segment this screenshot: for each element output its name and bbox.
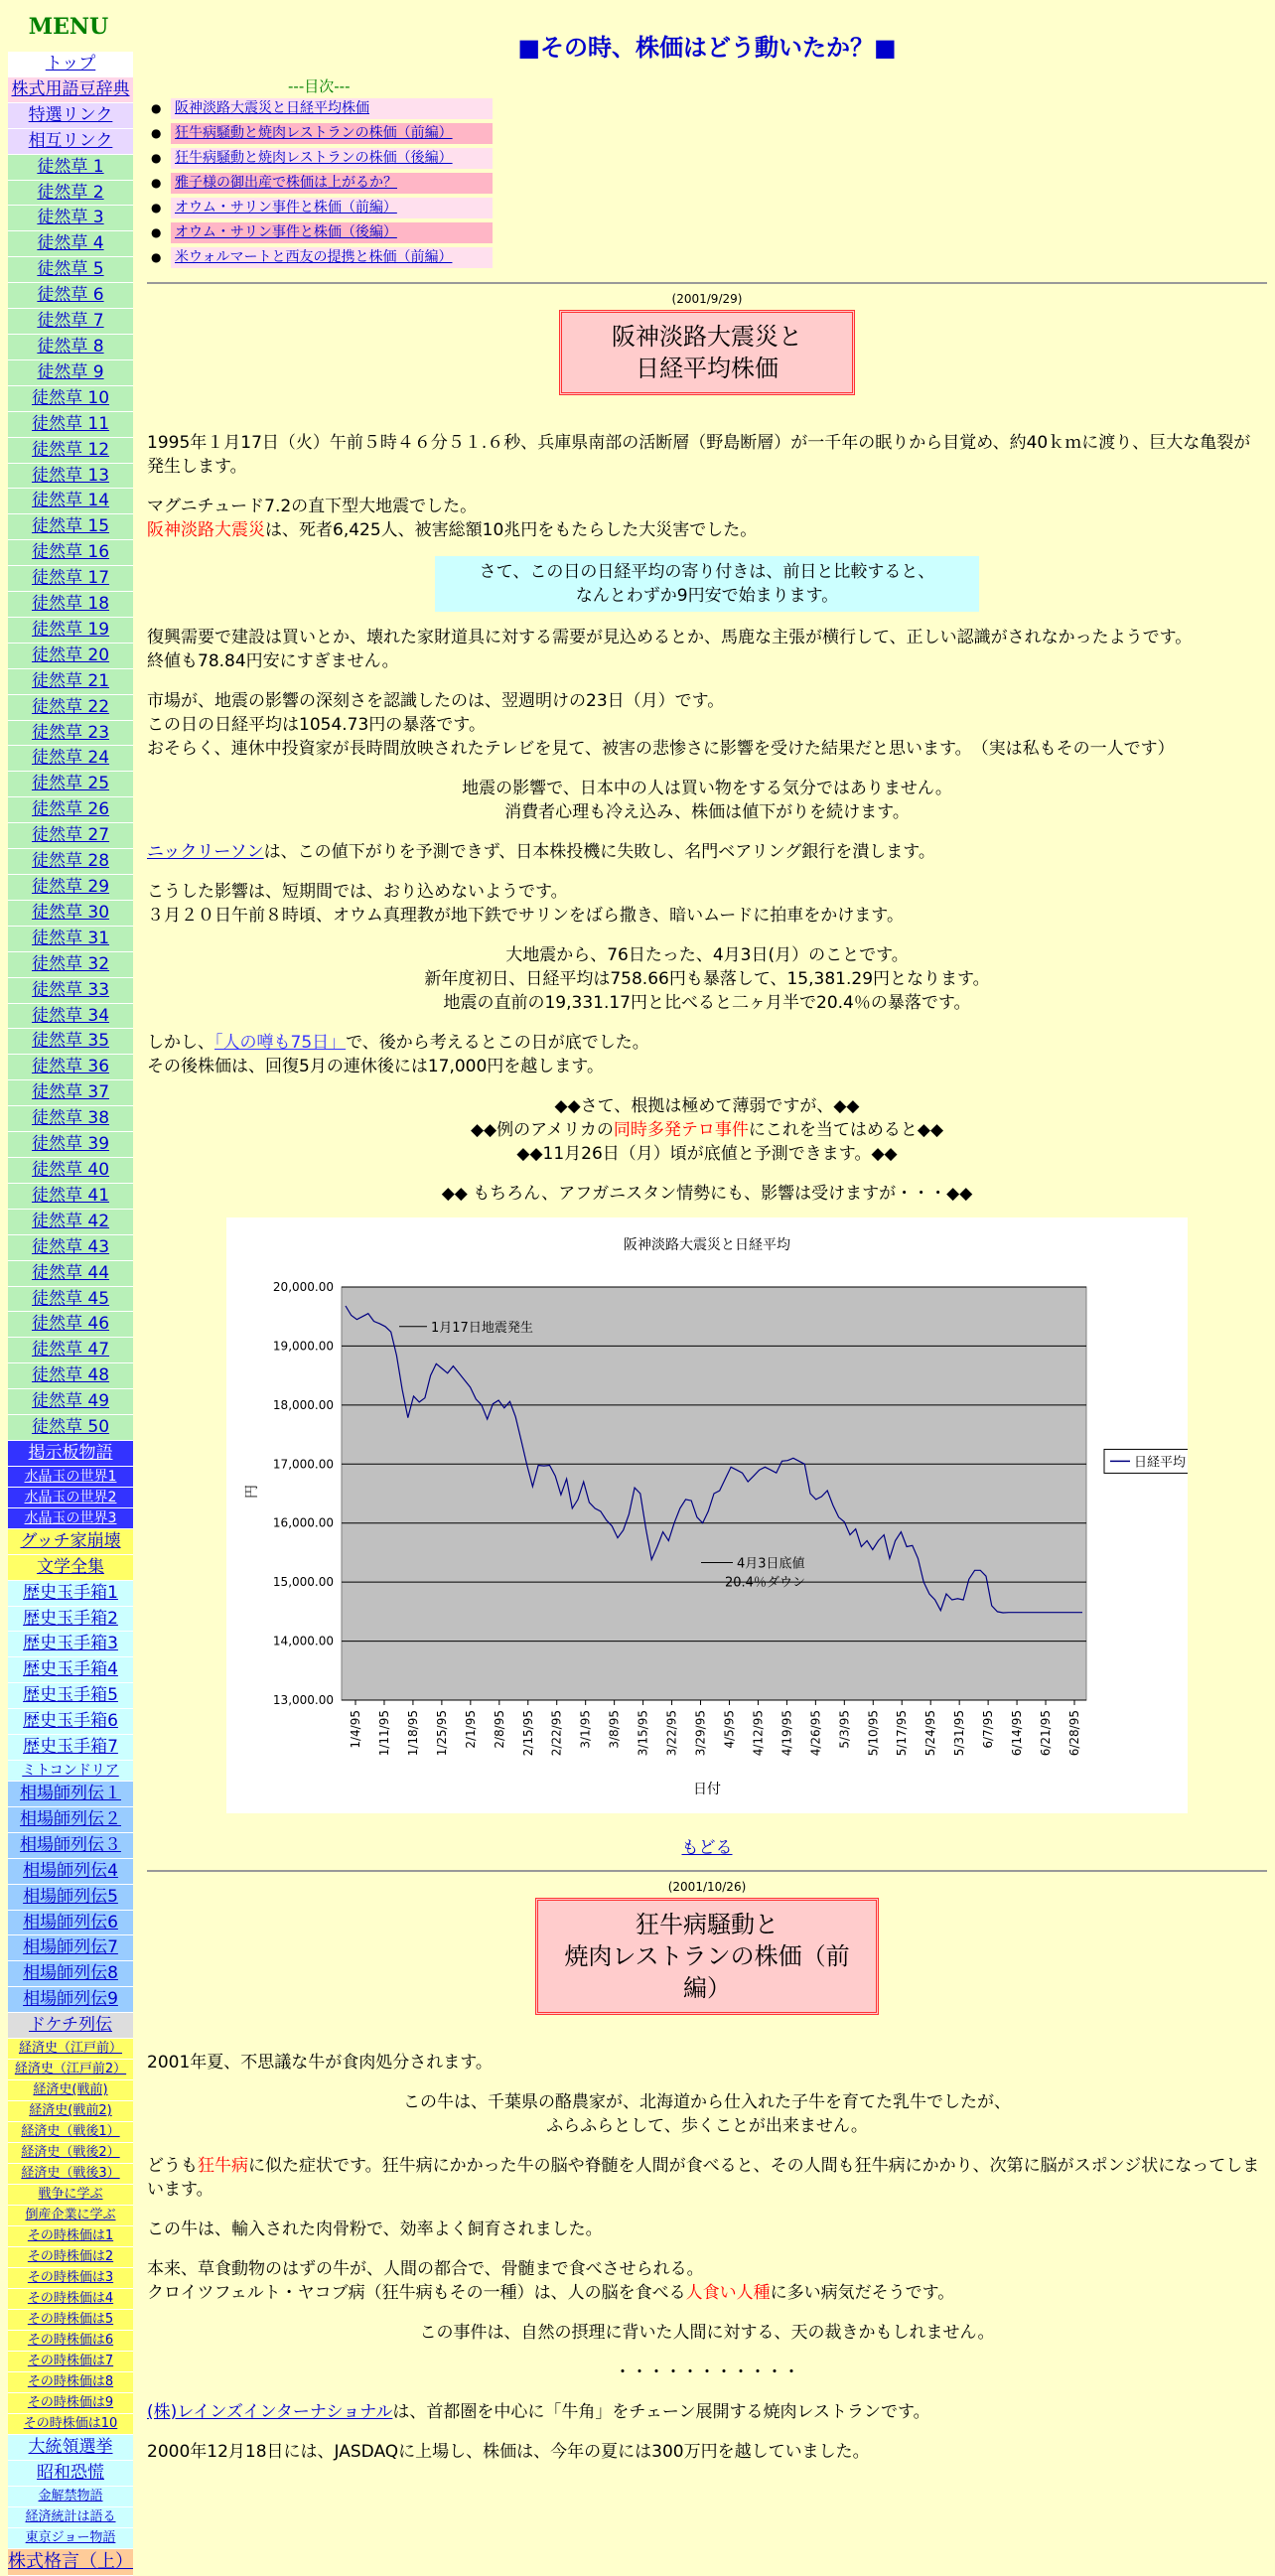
sidebar-item[interactable]: 戦争に学ぶ (8, 2185, 133, 2206)
x-tick-label: 5/24/95 (923, 1710, 938, 1757)
centered-text: 大地震から、76日たった、4月3日(月）のことです。 (505, 945, 909, 965)
sidebar-item[interactable]: その時株価は4 (8, 2289, 133, 2310)
sidebar-item[interactable]: その時株価は9 (8, 2393, 133, 2414)
x-tick-label: 2/1/95 (463, 1710, 478, 1749)
sidebar-item[interactable]: 経済史（戦後1） (8, 2122, 133, 2143)
x-tick-label: 3/22/95 (664, 1710, 679, 1757)
text: しかし、 (147, 1033, 214, 1053)
sidebar-item[interactable]: 徒然草 10 (8, 386, 133, 412)
toc-link[interactable]: オウム・サリン事件と株価（後編） (171, 222, 493, 243)
sidebar-item[interactable]: 経済史（江戸前2） (8, 2060, 133, 2080)
x-tick-label: 5/10/95 (866, 1710, 881, 1757)
highlight-text: 狂牛病 (198, 2156, 248, 2176)
toc-list (147, 98, 1267, 272)
text: は、首都圏を中心に「牛角」をチェーン展開する焼肉レストランです。 (392, 2402, 930, 2422)
sidebar-item[interactable]: 徒然草 20 (8, 644, 133, 669)
divider (147, 1870, 1267, 1872)
back-link[interactable]: もどる (681, 1838, 733, 1858)
sidebar-item[interactable]: 徒然草 8 (8, 335, 133, 360)
sidebar-item[interactable]: 相場師列伝7 (8, 1935, 133, 1961)
toc-caption: ---目次--- (288, 77, 351, 95)
sidebar-item[interactable]: 徒然草 2 (8, 181, 133, 207)
bullet-icon: ● (151, 126, 162, 140)
centered-text: ◆◆11月26日（月）頃が底値と予測できます。◆◆ (516, 1144, 898, 1164)
sidebar-item[interactable]: その時株価は7 (8, 2352, 133, 2372)
x-tick-label: 2/15/95 (520, 1710, 535, 1757)
article-title-line: 編） (683, 1974, 731, 2002)
toc-link[interactable]: 米ウォルマートと西友の提携と株価（前編） (171, 247, 493, 268)
paragraph: この牛は、輸入された肉骨粉で、効率よく飼育されました。 (147, 2219, 603, 2239)
article-title-line: 日経平均株価 (636, 355, 779, 382)
paragraph (147, 840, 1267, 864)
text: に多い病気だそうです。 (770, 2283, 955, 2303)
sidebar-item[interactable]: 徒然草 46 (8, 1312, 133, 1338)
x-tick-label: 6/14/95 (1010, 1710, 1025, 1757)
sidebar-item[interactable]: 相場師列伝6 (8, 1911, 133, 1936)
toc-item (151, 98, 1267, 123)
main-content (147, 0, 1267, 2464)
sidebar-item[interactable]: 徒然草 5 (8, 257, 133, 283)
article-title-line: 狂牛病騒動と (636, 1911, 779, 1938)
sidebar-item[interactable]: 徒然草 32 (8, 952, 133, 978)
sidebar-nav (8, 52, 133, 2576)
sidebar-item[interactable]: 相場師列伝9 (8, 1987, 133, 2013)
sidebar-item[interactable]: 徒然草 42 (8, 1210, 133, 1235)
sidebar-item[interactable]: 水晶玉の世界3 (8, 1508, 133, 1529)
x-tick-label: 1/18/95 (405, 1710, 420, 1757)
sidebar-item[interactable]: 徒然草 38 (8, 1106, 133, 1132)
text: は、死者6,425人、被害総額10兆円をもたらした大災害でした。 (265, 520, 758, 540)
toc-link[interactable]: 狂牛病騒動と焼肉レストランの株価（後編） (171, 148, 493, 169)
sidebar-item[interactable]: その時株価は8 (8, 2372, 133, 2393)
centered-text (147, 1118, 1267, 1142)
sidebar-item[interactable]: 歴史玉手箱5 (8, 1683, 133, 1709)
x-tick-label: 6/21/95 (1039, 1710, 1054, 1757)
sidebar-item[interactable]: 歴史玉手箱7 (8, 1735, 133, 1761)
y-tick-label: 14,000.00 (272, 1634, 334, 1648)
sidebar-item[interactable]: 株式格言（上） (8, 2549, 133, 2576)
article-title-line: 阪神淡路大震災と (612, 323, 802, 351)
y-tick-label: 20,000.00 (272, 1280, 334, 1294)
toc-item (151, 222, 1267, 247)
x-tick-label: 5/3/95 (837, 1710, 852, 1749)
toc-link[interactable]: オウム・サリン事件と株価（前編） (171, 198, 493, 218)
sidebar-item[interactable]: 経済史（戦後2） (8, 2143, 133, 2164)
sidebar-item[interactable]: 相場師列伝１ (8, 1782, 133, 1807)
paragraph: こうした影響は、短期間では、おり込めないようです。 (147, 882, 568, 902)
y-tick-label: 17,000.00 (272, 1457, 334, 1472)
bullet-icon: ● (151, 250, 162, 264)
menu-title: MENU (28, 14, 109, 40)
text: クロイツフェルト・ヤコブ病（狂牛病もその一種）は、人の脳を食べる (147, 2283, 686, 2303)
text: どうも (147, 2156, 198, 2176)
paragraph: この日の日経平均は1054.73円の暴落です。 (147, 715, 486, 735)
reins-international-link[interactable]: (株)レインズインターナショナル (147, 2402, 393, 2422)
centered-text: ◆◆ もちろん、アフガニスタン情勢にも、影響は受けますが・・・◆◆ (441, 1184, 973, 1204)
paragraph (147, 2400, 1267, 2424)
sidebar-item[interactable]: 徒然草 30 (8, 901, 133, 927)
sidebar-item[interactable]: 水晶玉の世界2 (8, 1488, 133, 1508)
sidebar (0, 0, 137, 2572)
sidebar-item[interactable]: 徒然草 11 (8, 412, 133, 438)
paragraph: 終値も78.84円安にすぎません。 (147, 651, 399, 671)
y-tick-label: 16,000.00 (272, 1515, 334, 1530)
sidebar-item[interactable]: 徒然草 9 (8, 360, 133, 386)
sidebar-item[interactable]: トップ (8, 52, 133, 77)
sidebar-item[interactable]: 相場師列伝8 (8, 1961, 133, 1987)
sidebar-item[interactable]: 経済統計は語る (8, 2507, 133, 2528)
paragraph: 1995年１月17日（火）午前５時４６分５１.６秒、兵庫県南部の活断層（野島断層）が一千年の眠りから目覚め、約40ｋｍに渡り、巨大な亀裂が発生します。 (147, 433, 1251, 477)
sidebar-item[interactable]: 徒然草 16 (8, 540, 133, 566)
y-axis-label: 円 (244, 1485, 260, 1499)
annotation-text: 20.4％ダウン (725, 1575, 805, 1591)
callout-box (435, 556, 979, 612)
paragraph: 2001年夏、不思議な牛が食肉処分されます。 (147, 2053, 493, 2073)
sidebar-item[interactable]: 徒然草 37 (8, 1080, 133, 1106)
paragraph: 復興需要で建設は買いとか、壊れた家財道具に対する需要が見込めるとか、馬鹿な主張が横行して、正しい認識がされなかったようです。 (147, 628, 1193, 647)
sidebar-item[interactable]: 徒然草 19 (8, 618, 133, 644)
sidebar-item[interactable]: 徒然草 17 (8, 566, 133, 592)
sidebar-item[interactable]: 徒然草 1 (8, 155, 133, 181)
paragraph: おそらく、連休中投資家が長時間放映されたテレビを見て、被害の悲惨さに影響を受けた結果だと思います。 （実は私もその一人です） (147, 739, 1175, 759)
sidebar-item[interactable]: 徒然草 27 (8, 823, 133, 849)
sidebar-item[interactable]: その時株価は6 (8, 2331, 133, 2352)
toc-item (151, 123, 1267, 148)
sidebar-item[interactable]: 相場師列伝２ (8, 1807, 133, 1833)
article-title-line: 焼肉レストランの株価（前 (564, 1942, 850, 1970)
paragraph (147, 518, 1267, 542)
sidebar-item[interactable]: 歴史玉手箱6 (8, 1709, 133, 1735)
rumor-75-days-link[interactable]: 「人の噂も75日」 (214, 1033, 347, 1053)
divider (147, 282, 1267, 284)
sidebar-item[interactable]: 徒然草 49 (8, 1389, 133, 1415)
sidebar-item[interactable]: その時株価は3 (8, 2268, 133, 2289)
x-tick-label: 6/28/95 (1067, 1710, 1081, 1757)
paragraph (147, 2281, 1267, 2305)
centered-text: 消費者心理も冷え込み、株価は値下がりを続けます。 (504, 802, 910, 822)
x-tick-label: 5/31/95 (952, 1710, 967, 1757)
sidebar-item[interactable]: 経済史（江戸前） (8, 2039, 133, 2060)
bullet-icon: ● (151, 176, 162, 190)
toc-item (151, 198, 1267, 222)
sidebar-item[interactable]: 倒産企業に学ぶ (8, 2206, 133, 2226)
centered-text: この牛は、千葉県の酪農家が、北海道から仕入れた子牛を育てた乳牛でしたが、 (403, 2092, 1011, 2112)
toc-item (151, 247, 1267, 272)
paragraph: マグニチュード7.2の直下型大地震でした。 (147, 497, 478, 516)
sidebar-item[interactable]: 徒然草 3 (8, 206, 133, 231)
sidebar-item[interactable]: 徒然草 48 (8, 1363, 133, 1389)
x-tick-label: 3/8/95 (607, 1710, 622, 1749)
sidebar-item[interactable]: 徒然草 4 (8, 231, 133, 257)
sidebar-item[interactable]: 徒然草 36 (8, 1055, 133, 1080)
sidebar-item[interactable]: ドケチ列伝 (8, 2013, 133, 2039)
sidebar-item[interactable]: 徒然草 50 (8, 1415, 133, 1441)
sidebar-item[interactable]: 徒然草 44 (8, 1261, 133, 1287)
sidebar-item[interactable]: 歴史玉手箱3 (8, 1632, 133, 1657)
nikkei-chart (226, 1217, 1188, 1813)
article-title-box (535, 1898, 879, 2015)
sidebar-item[interactable]: 掲示板物語 (8, 1441, 133, 1467)
sidebar-item[interactable]: グッチ家崩壊 (8, 1529, 133, 1555)
sidebar-item[interactable]: 徒然草 39 (8, 1132, 133, 1158)
sidebar-item[interactable]: 相場師列伝３ (8, 1833, 133, 1859)
sidebar-item[interactable]: その時株価は5 (8, 2310, 133, 2331)
y-tick-label: 18,000.00 (272, 1397, 334, 1412)
paragraph (147, 1031, 1267, 1055)
highlight-text: 人食い人種 (685, 2283, 771, 2303)
sidebar-item[interactable]: 歴史玉手箱2 (8, 1607, 133, 1633)
paragraph: 市場が、地震の影響の深刻さを認識したのは、翌週明けの23日（月）です。 (147, 691, 725, 711)
sidebar-item[interactable]: 歴史玉手箱1 (8, 1581, 133, 1607)
annotation-text: 4月3日底値 (737, 1556, 805, 1572)
highlight-text: 阪神淡路大震災 (147, 520, 265, 540)
x-tick-label: 3/29/95 (693, 1710, 708, 1757)
x-tick-label: 6/7/95 (981, 1710, 996, 1749)
toc-item (151, 173, 1267, 198)
sidebar-item[interactable]: 特選リンク (8, 103, 133, 129)
sidebar-item[interactable]: 徒然草 25 (8, 772, 133, 797)
back-link-wrap (147, 1833, 1267, 1858)
centered-text: ◆◆さて、根拠は極めて薄弱ですが、◆◆ (554, 1096, 860, 1116)
paragraph: 本来、草食動物のはずの牛が、人間の都合で、骨髄まで食べさせられる。 (147, 2259, 704, 2279)
sidebar-item[interactable]: その時株価は10 (8, 2414, 133, 2435)
bullet-icon: ● (151, 151, 162, 165)
bullet-icon: ● (151, 101, 162, 115)
sidebar-item[interactable]: 徒然草 7 (8, 309, 133, 335)
sidebar-item[interactable]: 徒然草 31 (8, 927, 133, 952)
toc-link[interactable]: 狂牛病騒動と焼肉レストランの株価（前編） (171, 123, 493, 144)
callout-line: なんとわずか9円安で始まります。 (575, 586, 839, 606)
sidebar-item[interactable]: 徒然草 45 (8, 1287, 133, 1313)
x-tick-label: 3/1/95 (578, 1710, 593, 1749)
chart-svg (226, 1217, 1188, 1813)
centered-text: ふらふらとして、歩くことが出来ません。 (546, 2116, 868, 2136)
highlight-text: 同時多発テロ事件 (613, 1120, 749, 1140)
article-date: (2001/9/29) (671, 292, 743, 306)
callout-line: さて、この日の日経平均の寄り付きは、前日と比較すると、 (479, 562, 935, 582)
paragraph: その後株価は、回復5月の連休後には17,000円を越します。 (147, 1057, 604, 1076)
sidebar-item[interactable]: 徒然草 13 (8, 464, 133, 490)
x-tick-label: 4/26/95 (808, 1710, 823, 1757)
sidebar-item[interactable]: ミトコンドリア (8, 1761, 133, 1782)
sidebar-item[interactable]: 徒然草 14 (8, 489, 133, 514)
article-date: (2001/10/26) (667, 1880, 747, 1894)
sidebar-item[interactable]: 徒然草 43 (8, 1235, 133, 1261)
bullet-icon: ● (151, 201, 162, 215)
sidebar-item[interactable]: 徒然草 6 (8, 283, 133, 309)
sidebar-item[interactable]: 徒然草 40 (8, 1158, 133, 1184)
text: にこれを当てはめると◆◆ (748, 1120, 944, 1140)
sidebar-item[interactable]: 徒然草 29 (8, 875, 133, 901)
x-tick-label: 3/15/95 (636, 1710, 650, 1757)
x-tick-label: 1/4/95 (349, 1710, 362, 1749)
x-tick-label: 4/19/95 (779, 1710, 794, 1757)
article-title-box (559, 310, 855, 395)
x-tick-label: 1/11/95 (376, 1710, 391, 1757)
sidebar-item[interactable]: 相互リンク (8, 129, 133, 155)
x-tick-label: 4/5/95 (722, 1710, 737, 1749)
sidebar-item[interactable]: 徒然草 33 (8, 978, 133, 1004)
sidebar-item[interactable]: 昭和恐慌 (8, 2461, 133, 2487)
y-tick-label: 15,000.00 (272, 1575, 334, 1590)
nick-leeson-link[interactable]: ニックリーソン (147, 842, 264, 862)
toc-link[interactable]: 雅子様の御出産で株価は上がるか？ (171, 173, 493, 194)
dots-separator: ・・・・・・・・・・・ (614, 2362, 800, 2382)
centered-text: 新年度初日、日経平均は758.66円も暴落して、15,381.29円となります。 (424, 969, 990, 989)
bullet-icon: ● (151, 225, 162, 239)
page-title: ■その時、株価はどう動いたか？■ (517, 34, 897, 62)
sidebar-item[interactable]: 相場師列伝5 (8, 1885, 133, 1911)
sidebar-item[interactable]: その時株価は1 (8, 2226, 133, 2247)
x-tick-label: 5/17/95 (895, 1710, 910, 1757)
centered-text: 地震の直前の19,331.17円と比べると二ヶ月半で20.4％の暴落です。 (443, 993, 971, 1013)
text: は、この値下がりを予測できず、日本株投機に失敗し、名門ベアリング銀行を潰します。 (263, 842, 935, 862)
sidebar-item[interactable]: その時株価は2 (8, 2247, 133, 2268)
sidebar-item[interactable]: 徒然草 24 (8, 746, 133, 772)
sidebar-item[interactable]: 徒然草 23 (8, 721, 133, 747)
sidebar-item[interactable]: 徒然草 35 (8, 1029, 133, 1055)
sidebar-item[interactable]: 徒然草 12 (8, 438, 133, 464)
sidebar-item[interactable]: 金解禁物語 (8, 2487, 133, 2507)
sidebar-item[interactable]: 徒然草 41 (8, 1184, 133, 1210)
sidebar-item[interactable]: 歴史玉手箱4 (8, 1657, 133, 1683)
sidebar-item[interactable]: 経済史（戦後3） (8, 2164, 133, 2185)
centered-text: 地震の影響で、日本中の人は買い物をする気分ではありません。 (462, 779, 952, 798)
sidebar-item[interactable]: 徒然草 21 (8, 669, 133, 695)
paragraph: 2000年12月18日には、JASDAQに上場し、株価は、今年の夏には300万円を越していました。 (147, 2442, 870, 2462)
sidebar-item[interactable]: 株式用語豆辞典 (8, 77, 133, 103)
sidebar-item[interactable]: 経済史(戦前2) (8, 2101, 133, 2122)
sidebar-item[interactable]: 徒然草 22 (8, 695, 133, 721)
text: に似た症状です。狂牛病にかかった牛の脳や脊髄を人間が食べると、その人間も狂牛病にかかり、次第に脳がスポンジ状になってしまいます。 (147, 2156, 1260, 2200)
paragraph (147, 2154, 1267, 2202)
y-tick-label: 19,000.00 (272, 1339, 334, 1354)
sidebar-item[interactable]: 水晶玉の世界1 (8, 1467, 133, 1488)
sidebar-item[interactable]: 徒然草 15 (8, 514, 133, 540)
toc-item (151, 148, 1267, 173)
sidebar-item[interactable]: 徒然草 18 (8, 592, 133, 618)
x-axis-label: 日付 (693, 1782, 721, 1797)
sidebar-item[interactable]: 経済史(戦前) (8, 2080, 133, 2101)
x-tick-label: 1/25/95 (434, 1710, 449, 1757)
text: で、後から考えるとこの日が底でした。 (346, 1033, 649, 1053)
sidebar-item[interactable]: 相場師列伝4 (8, 1859, 133, 1885)
paragraph: ３月２０日午前８時頃、オウム真理教が地下鉄でサリンをばら撒き、暗いムードに拍車をかけます。 (147, 906, 904, 926)
sidebar-item[interactable]: 徒然草 26 (8, 797, 133, 823)
sidebar-item[interactable]: 東京ジョー物語 (8, 2528, 133, 2549)
sidebar-item[interactable]: 大統領選挙 (8, 2435, 133, 2461)
y-tick-label: 13,000.00 (272, 1693, 334, 1707)
sidebar-item[interactable]: 文学全集 (8, 1555, 133, 1581)
x-tick-label: 2/22/95 (549, 1710, 564, 1757)
centered-text: この事件は、自然の摂理に背いた人間に対する、天の裁きかもしれません。 (419, 2323, 995, 2343)
sidebar-item[interactable]: 徒然草 34 (8, 1004, 133, 1030)
sidebar-item[interactable]: 徒然草 28 (8, 849, 133, 875)
annotation-text: 1月17日地震発生 (431, 1320, 533, 1336)
chart-title: 阪神淡路大震災と日経平均 (624, 1237, 790, 1253)
toc-link[interactable]: 阪神淡路大震災と日経平均株価 (171, 98, 493, 119)
legend-label: 日経平均 (1134, 1455, 1187, 1471)
text: ◆◆例のアメリカの (470, 1120, 614, 1140)
x-tick-label: 2/8/95 (492, 1710, 506, 1749)
sidebar-item[interactable]: 徒然草 47 (8, 1338, 133, 1363)
x-tick-label: 4/12/95 (751, 1710, 766, 1757)
